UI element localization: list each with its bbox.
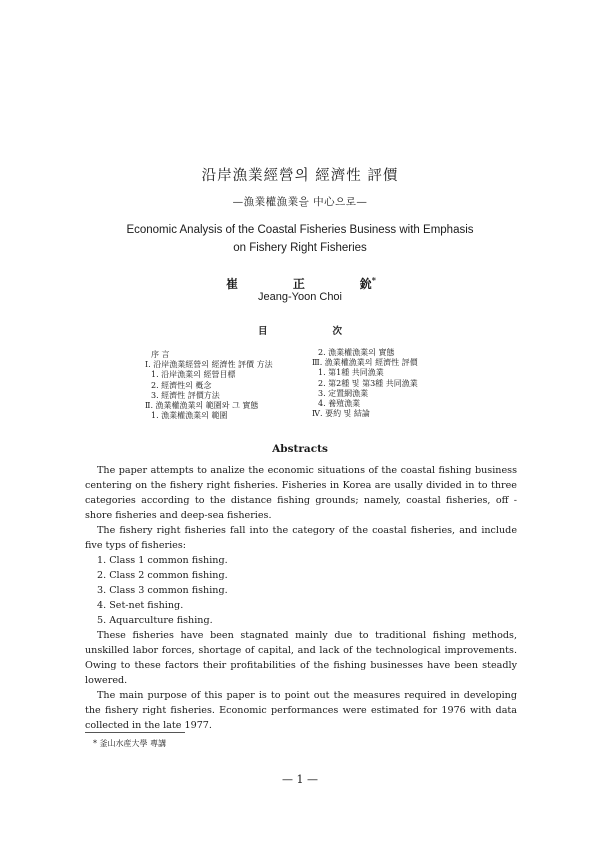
author-char: 崔: [226, 277, 239, 291]
abstract-heading: Abstracts: [272, 443, 328, 455]
toc-item: 2. 漁業權漁業의 實態: [318, 348, 395, 357]
abstract-body: [85, 463, 517, 733]
list-item: 4. Set-net fishing.: [97, 600, 184, 611]
abstract-paragraph: The fishery right fisheries fall into the category of the coastal fisheries, and include five typs of fisheries:: [85, 525, 517, 551]
list-item: 2. Class 2 common fishing.: [97, 570, 228, 581]
list-item: 1. Class 1 common fishing.: [97, 555, 228, 566]
toc-item: 3. 定置網漁業: [318, 388, 369, 398]
toc-item: 1. 第1種 共同漁業: [318, 368, 384, 378]
list-item: 5. Aquarculture fishing.: [97, 615, 213, 626]
author-korean: [226, 275, 376, 292]
abstract-paragraph: These fisheries have been stagnated mainly due to traditional fishing methods, unskilled labor forces, shortage of capital, and lack of the technological improvements. Owing to these factors their profitabilities of the fishing businesses have been steadly lowered.: [85, 630, 517, 686]
paper-title-english-line1: Economic Analysis of the Coastal Fisheries Business with Emphasis: [126, 224, 474, 236]
fishery-types-list: [85, 553, 517, 628]
toc-item: 2. 第2種 및 第3種 共同漁業: [318, 378, 418, 388]
author-char: 正: [292, 277, 305, 291]
toc-item: 1. 漁業權漁業의 範圍: [151, 411, 228, 421]
author-char: 鈗*: [359, 275, 376, 291]
toc-item: Ⅳ. 要約 및 結論: [312, 409, 370, 419]
author-english: Jeang-Yoon Choi: [258, 291, 342, 303]
list-item: 3. Class 3 common fishing.: [97, 585, 228, 596]
page-number: — 1 —: [282, 773, 318, 786]
abstract-paragraph: The paper attempts to analize the economic situations of the coastal fishing business centering on the fishery right fisheries. Fisheries in Korea are usally divided in to three categories according to the distance fishing grounds; namely, coastal fisheries, off -shore fisheries and deep-sea fisheries.: [85, 465, 517, 521]
toc-item: 2. 經濟性의 槪念: [151, 380, 212, 390]
footnote: * 釜山水産大學 專講: [93, 739, 167, 748]
toc-item: 3. 經濟性 評價方法: [151, 390, 220, 400]
toc-item: 4. 養殖漁業: [318, 399, 361, 409]
toc-item: 序 言: [151, 350, 170, 359]
abstract-paragraph: The main purpose of this paper is to point out the measures required in developing the fishery right fisheries. Economic performances were estimated for 1976 with data collected in the late 1977.: [85, 690, 517, 731]
paper-title-korean: 沿岸漁業經營의 經濟性 評價: [201, 168, 399, 184]
paper-title-english-line2: on Fishery Right Fisheries: [233, 242, 367, 254]
toc-item: Ⅲ. 漁業權漁業의 經濟性 評價: [312, 358, 418, 368]
toc-left-column: [145, 350, 325, 421]
toc-item: 1. 沿岸漁業의 經營目標: [151, 370, 236, 380]
toc-heading: 目 次: [258, 326, 342, 337]
paper-subtitle-korean: —漁業權漁業을 中心으로—: [232, 196, 368, 208]
toc-item: Ⅰ. 沿岸漁業經營의 經濟性 評價 方法: [145, 360, 273, 370]
toc-item: Ⅱ. 漁業權漁業의 範圍와 그 實態: [145, 401, 259, 411]
author-footnote-mark: *: [371, 275, 376, 285]
footnote-divider: [85, 732, 185, 733]
toc-right-column: [312, 348, 472, 419]
